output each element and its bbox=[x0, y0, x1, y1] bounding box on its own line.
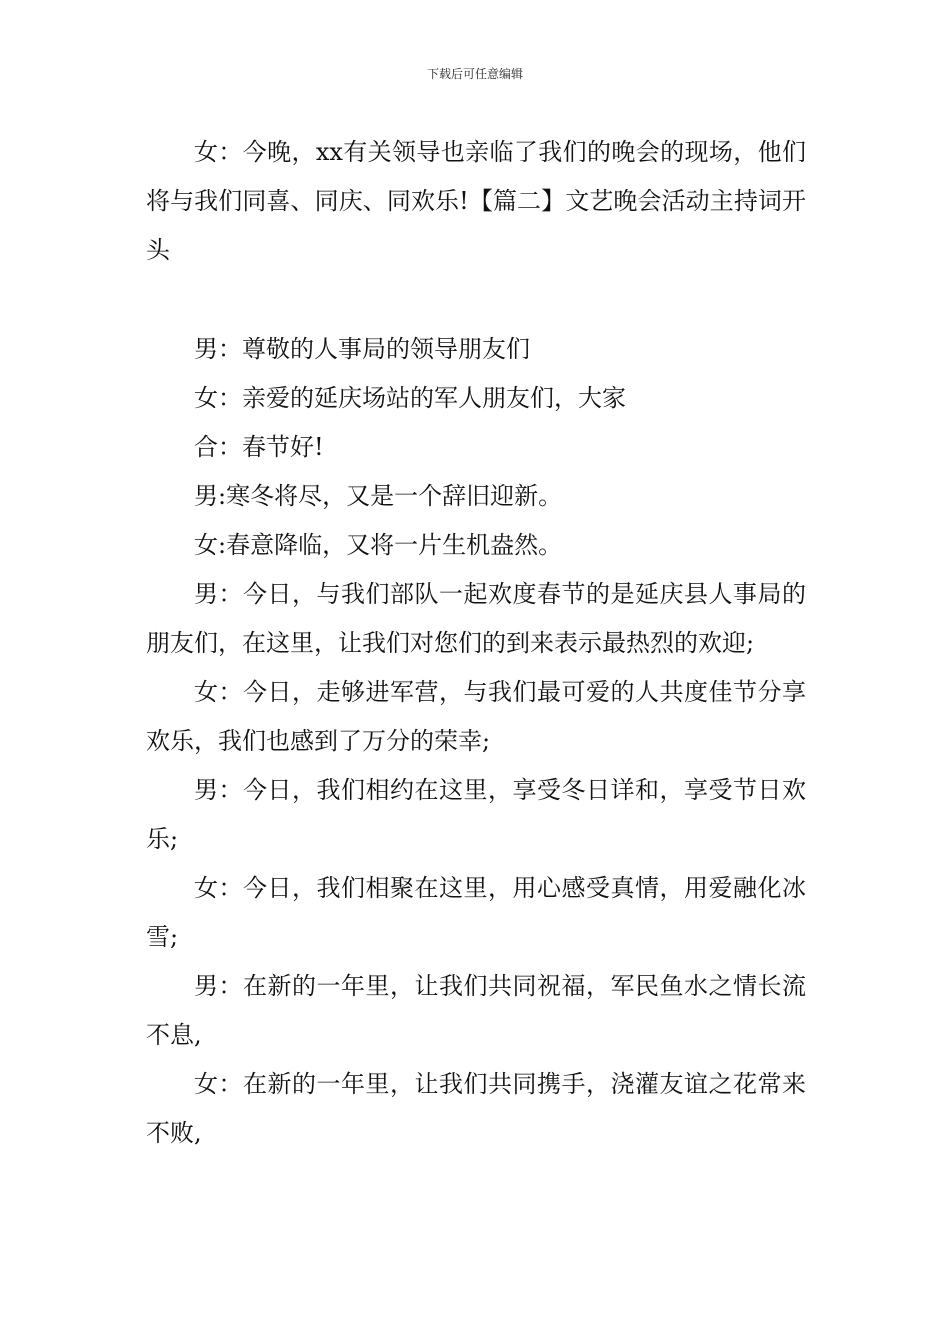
paragraph: 男：在新的一年里，让我们共同祝福，军民鱼水之情长流不息, bbox=[146, 972, 806, 1049]
paragraph: 合：春节好! bbox=[194, 433, 324, 461]
paragraph: 男：今日，与我们部队一起欢度春节的是延庆县人事局的朋友们，在这里，让我们对您们的到来表示最热烈的欢迎; bbox=[146, 580, 806, 657]
paragraph: 男:寒冬将尽，又是一个辞旧迎新。 bbox=[194, 482, 563, 510]
paragraph: 女：今日，走够进军营，与我们最可爱的人共度佳节分享欢乐，我们也感到了万分的荣幸; bbox=[146, 678, 806, 755]
paragraph: 女:春意降临，又将一片生机盎然。 bbox=[194, 531, 563, 559]
paragraph: 女：亲爱的延庆场站的军人朋友们，大家 bbox=[194, 384, 626, 412]
paragraph: 女：在新的一年里，让我们共同携手，浇灌友谊之花常来不败, bbox=[146, 1070, 806, 1147]
paragraph: 女：今晚，xx有关领导也亲临了我们的晚会的现场，他们将与我们同喜、同庆、同欢乐!【篇二】文艺晚会活动主持词开头 bbox=[146, 138, 806, 264]
document-body bbox=[146, 128, 806, 1158]
page-header: 下载后可任意编辑 bbox=[426, 67, 523, 81]
paragraph: 女：今日，我们相聚在这里，用心感受真情，用爱融化冰雪; bbox=[146, 874, 806, 951]
blank-line bbox=[146, 275, 806, 325]
paragraph: 男：今日，我们相约在这里，享受冬日详和，享受节日欢乐; bbox=[146, 776, 806, 853]
paragraph: 男：尊敬的人事局的领导朋友们 bbox=[194, 335, 530, 363]
